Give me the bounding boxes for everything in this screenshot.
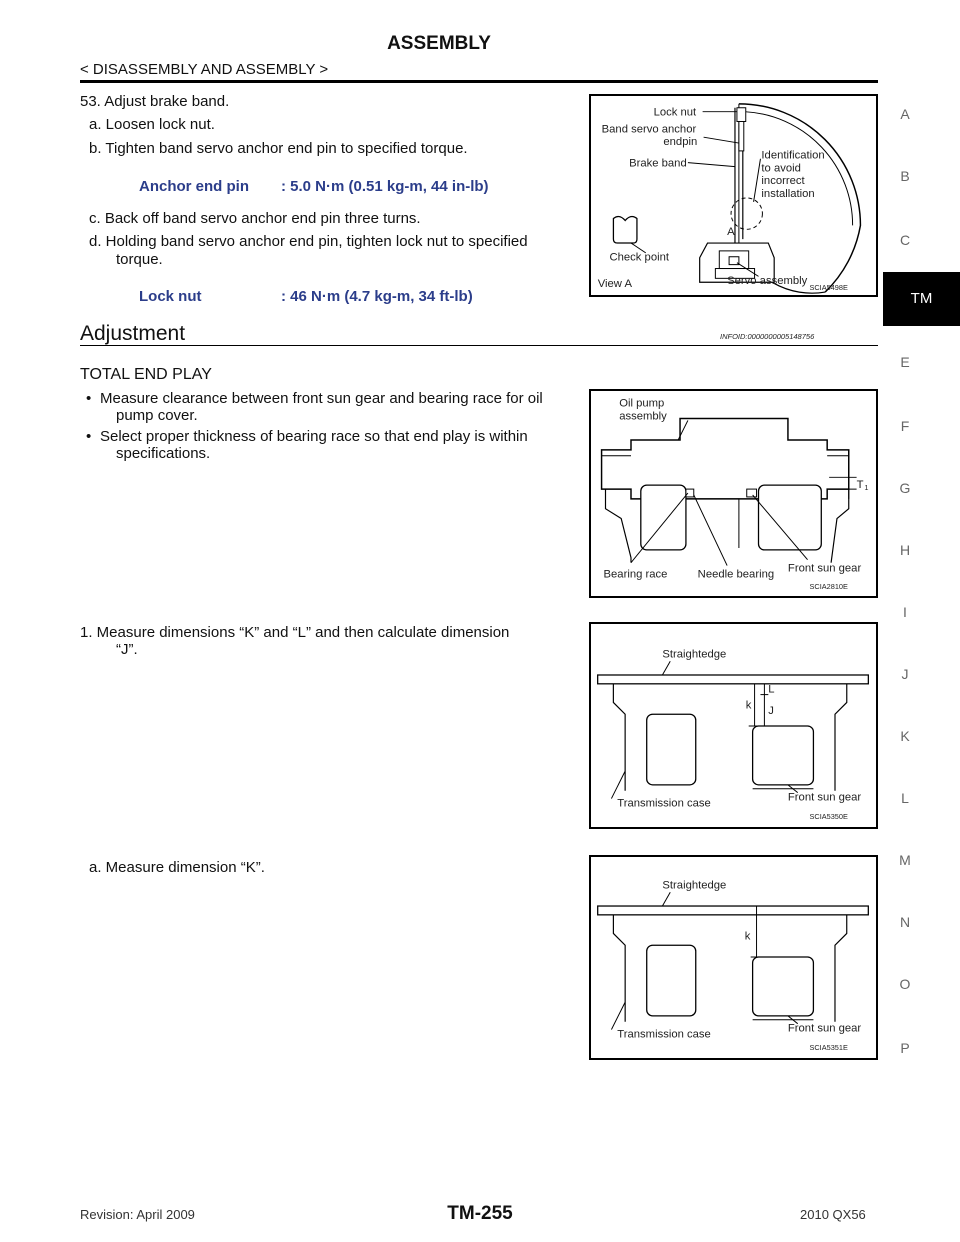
side-index-c: C: [899, 232, 911, 248]
figure-measure-k: [589, 855, 878, 1060]
bullet-2-line1: Select proper thickness of bearing race so that end play is within: [100, 428, 528, 445]
bullet-1-line1: Measure clearance between front sun gear and bearing race for oil: [100, 390, 543, 407]
step-53a: a. Loosen lock nut.: [89, 116, 215, 133]
fig3-label-j: J: [768, 705, 774, 718]
side-index-h: H: [899, 542, 911, 558]
side-index-k: K: [900, 728, 910, 744]
step-53b: b. Tighten band servo anchor end pin to specified torque.: [89, 140, 468, 157]
figure-measure-k-l-j: [589, 622, 878, 829]
fig2-code: SCIA2810E: [809, 582, 848, 592]
fig2-label-front-sun-gear: Front sun gear: [787, 562, 862, 575]
fig1-label-identification-3: incorrect: [761, 175, 805, 188]
spec-lock-nut-label: Lock nut: [139, 288, 202, 305]
spec-lock-nut-value: : 46 N·m (4.7 kg-m, 34 ft-lb): [281, 288, 473, 305]
header-divider: [80, 80, 878, 83]
step-53c: c. Back off band servo anchor end pin three turns.: [89, 210, 421, 227]
fig2-label-needle-bearing: Needle bearing: [697, 568, 775, 581]
fig1-code: SCIA5498E: [809, 283, 848, 293]
figure-brake-band-servo: [589, 94, 878, 297]
step-a: a. Measure dimension “K”.: [89, 859, 265, 876]
spec-anchor-end-pin-label: Anchor end pin: [139, 178, 249, 195]
side-index-l: L: [901, 790, 909, 806]
fig2-label-oil-pump-line2: assembly: [619, 410, 667, 423]
fig1-label-a: A: [727, 226, 735, 239]
fig1-label-identification-2: to avoid: [761, 162, 801, 175]
side-index-e: E: [900, 354, 910, 370]
fig1-label-check-point: Check point: [609, 251, 669, 264]
fig2-label-t1-subscript: 1: [864, 483, 869, 493]
page-title: ASSEMBLY: [387, 33, 491, 54]
step-1-line1: 1. Measure dimensions “K” and “L” and then calculate dimension: [80, 624, 510, 641]
fig1-label-band-servo-line2: endpin: [663, 136, 698, 149]
fig3-code: SCIA5350E: [809, 812, 848, 822]
fig4-label-straightedge: Straightedge: [662, 879, 727, 892]
fig3-label-transmission-case: Transmission case: [617, 797, 711, 810]
footer-revision: Revision: April 2009: [80, 1207, 195, 1222]
figure-oil-pump-clearance-drawing: [591, 391, 876, 596]
side-index-a: A: [900, 106, 910, 122]
fig1-label-identification-1: Identification: [761, 149, 825, 162]
footer-model: 2010 QX56: [800, 1207, 866, 1222]
info-id: INFOID:0000000005148756: [720, 332, 815, 341]
footer-page-number: TM-255: [447, 1203, 513, 1224]
fig2-label-oil-pump-line1: Oil pump: [619, 397, 665, 410]
figure-measure-k-drawing: [591, 857, 876, 1058]
side-index-tm: TM: [910, 290, 933, 307]
bullet-dot-1: •: [86, 390, 92, 407]
side-index-p: P: [900, 1040, 910, 1056]
fig1-label-view-a: View A: [597, 278, 632, 291]
fig1-label-lock-nut: Lock nut: [653, 106, 697, 119]
fig1-label-servo-assembly: Servo assembly: [727, 275, 808, 288]
fig4-label-k: k: [744, 930, 751, 943]
figure-measure-k-l-j-drawing: [591, 624, 876, 827]
side-index-g: G: [899, 480, 911, 496]
side-index-j: J: [901, 666, 909, 682]
fig2-label-bearing-race: Bearing race: [603, 568, 668, 581]
fig2-label-t1: T: [856, 479, 864, 492]
fig4-label-front-sun-gear: Front sun gear: [787, 1022, 862, 1035]
fig1-label-identification-4: installation: [761, 187, 815, 200]
side-index-f: F: [900, 418, 910, 434]
section-breadcrumb: < DISASSEMBLY AND ASSEMBLY >: [80, 61, 329, 78]
side-index-o: O: [899, 976, 911, 992]
fig3-label-k: k: [745, 699, 752, 712]
bullet-2-line2: specifications.: [116, 445, 211, 462]
side-index-i: I: [903, 604, 907, 620]
side-index-m: M: [899, 852, 911, 868]
section-divider: [80, 345, 878, 346]
figure-oil-pump-clearance: [589, 389, 878, 598]
side-index-b: B: [900, 168, 910, 184]
fig3-label-straightedge: Straightedge: [662, 648, 727, 661]
fig1-label-band-servo-line1: Band servo anchor: [601, 123, 697, 136]
bullet-dot-2: •: [86, 428, 92, 445]
spec-anchor-end-pin-value: : 5.0 N·m (0.51 kg-m, 44 in-lb): [281, 178, 489, 195]
fig1-label-brake-band: Brake band: [629, 157, 687, 170]
section-heading-adjustment: Adjustment: [80, 322, 186, 345]
step-53: 53. Adjust brake band.: [80, 93, 230, 110]
fig3-label-front-sun-gear: Front sun gear: [787, 791, 862, 804]
bullet-1-line2: pump cover.: [116, 407, 198, 424]
step-53d-line1: d. Holding band servo anchor end pin, tighten lock nut to specified: [89, 233, 528, 250]
fig4-label-transmission-case: Transmission case: [617, 1028, 711, 1041]
figure-brake-band-servo-drawing: [591, 96, 876, 295]
fig4-code: SCIA5351E: [809, 1043, 848, 1053]
side-index-n: N: [899, 914, 911, 930]
subheading-total-end-play: TOTAL END PLAY: [80, 366, 212, 383]
fig3-label-l: L: [768, 683, 775, 696]
step-53d-line2: torque.: [116, 251, 163, 268]
step-1-line2: “J”.: [116, 641, 138, 658]
